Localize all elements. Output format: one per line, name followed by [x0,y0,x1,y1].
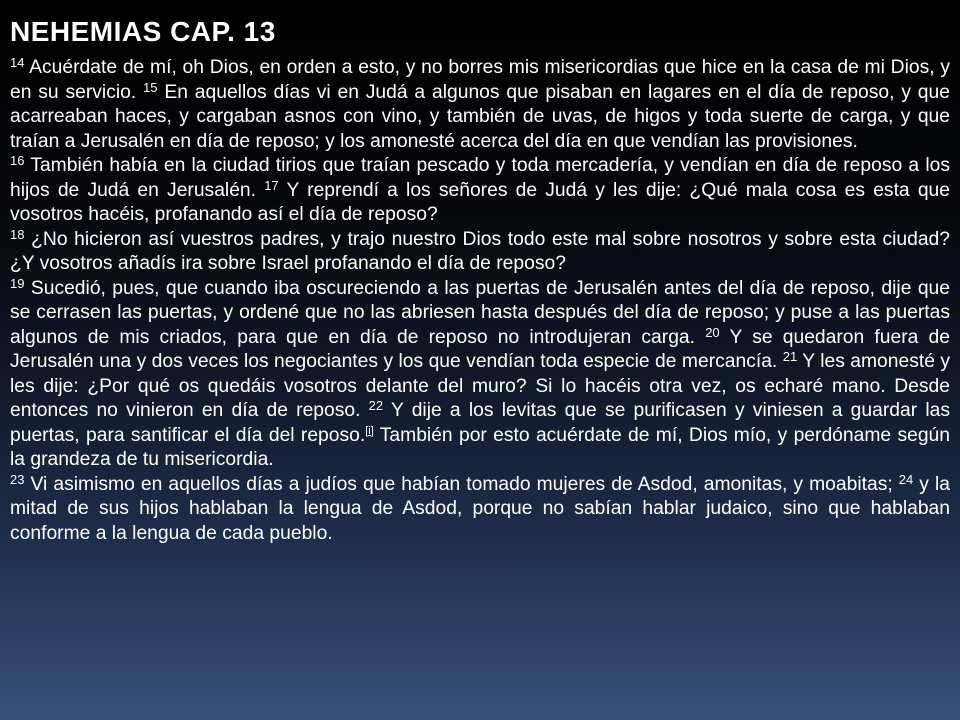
verse-number: 14 [10,55,25,70]
slide [10,0,950,720]
verse-number: 17 [264,177,279,193]
verse-number: 18 [10,226,25,242]
verse-text: En aquellos días vi en Judá a algunos que pisaban en lagares en el día de reposo, y que acarreaban haces, y cargaban asnos con vino, y también de uvas, de higos y toda suerte de carga, y que traían a Jerusalén en día de reposo; y los amonesté acerca del día en que vendían las provisiones. [10,81,950,152]
verse-text: También había en la ciudad tirios que traían pescado y toda mercadería, y vendían en día de reposo a los hijos de Judá en Jerusalén. [10,155,950,201]
verse-text: Vi asimismo en aquellos días a judíos que habían tomado mujeres de Asdod, amonitas, y moabitas; [24,473,899,495]
verse-number: 24 [898,471,914,487]
verse-number: 23 [10,471,25,487]
verse-text: Y les amonesté y les dije: ¿Por qué os quedáis vosotros delante del muro? Si lo hacéis otra vez, os echaré mano. Desde entonces no vinieron en día de reposo. [10,351,951,421]
paragraph [10,228,950,277]
verse-text: y la mitad de sus hijos hablaban la lengua de Asdod, porque no sabían hablar judaico, sino que hablaban conforme a la lengua de cada pueblo. [10,473,950,544]
verse-number: 16 [10,153,25,168]
verse-text: ¿No hicieron así vuestros padres, y trajo nuestro Dios todo este mal sobre nosotros y sobre esta ciudad? ¿Y vosotros añadís ira sobre Israel profanando el día de reposo? [10,228,950,274]
footnote-link[interactable]: [i] [365,424,374,437]
verse-text: Y reprendí a los señores de Judá y les dije: ¿Qué mala cosa es esta que vosotros hacéis, profanando así el día de reposo? [10,179,950,225]
verse-number: 19 [10,275,25,291]
verse-number: 21 [782,349,798,364]
chapter-title: NEHEMIAS CAP. 13 [10,16,276,47]
paragraph [10,277,950,473]
scripture-text [10,56,950,546]
verse-number: 20 [705,324,720,340]
verse-text: Sucedió, pues, que cuando iba oscureciendo a las puertas de Jerusalén antes del día de reposo, dije que se cerrasen las puertas, y ordené que no las abriesen hasta después del día de reposo; y puse a las puertas algunos de mis criados, para que en día de reposo no introdujeran carga. [10,277,950,348]
verse-number: 22 [368,398,384,413]
verse-text: Acuérdate de mí, oh Dios, en orden a esto, y no borres mis misericordias que hice en la casa de mi Dios, y en su servicio. [10,57,950,103]
paragraph [10,154,950,228]
verse-text: Y se quedaron fuera de Jerusalén una y dos veces los negociantes y los que vendían toda especie de mercancía. [10,326,950,372]
verse-number: 15 [143,79,158,95]
paragraph [10,56,950,154]
paragraph [10,473,950,547]
verse-text: También por esto acuérdate de mí, Dios mío, y perdóname según la grandeza de tu misericordia. [10,424,950,470]
verse-text: Y dije a los levitas que se purificasen y viniesen a guardar las puertas, para santificar el día del reposo. [10,400,950,446]
